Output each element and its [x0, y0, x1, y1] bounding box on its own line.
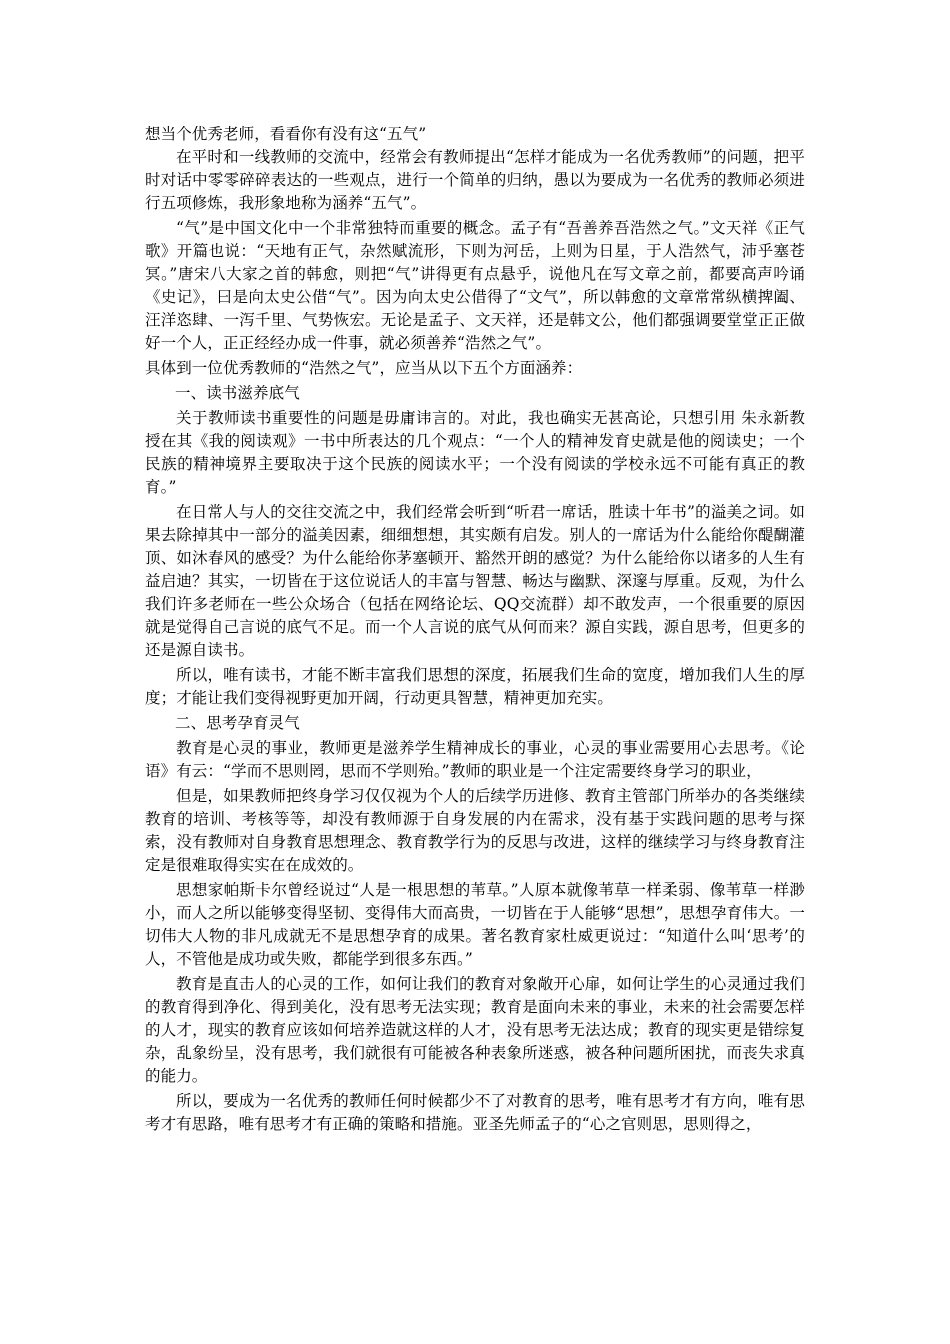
- paragraph: 教育是心灵的事业，教师更是滋养学生精神成长的事业，心灵的事业需要用心去思考。《论语》有云：“学而不思则罔，思而不学则殆。”教师的职业是一个注定需要终身学习的职业，: [145, 739, 805, 780]
- section-heading: 二、思考孕育灵气: [175, 714, 300, 732]
- document-title: 想当个优秀老师，看看你有没有这“五气”: [145, 125, 427, 143]
- document-page: [145, 123, 805, 1138]
- section-heading: 一、读书滋养底气: [175, 384, 300, 402]
- paragraph: 但是，如果教师把终身学习仅仅视为个人的后续学历进修、教育主管部门所举办的各类继续教育的培训、考核等等，却没有教师源于自身发展的内在需求，没有基于实践问题的思考与探索，没有教师对自身教育思想理念、教育教学行为的反思与改进，这样的继续学习与终身教育注定是很难取得实实在在成效的。: [145, 787, 805, 874]
- paragraph: “气”是中国文化中一个非常独特而重要的概念。孟子有“吾善养吾浩然之气。”文天祥《正气歌》开篇也说：“天地有正气，杂然赋流形，下则为河岳，上则为日星，于人浩然气，沛乎塞苍冥。”唐宋八大家之首的韩愈，则把“气”讲得更有点悬乎，说他凡在写文章之前，都要高声吟诵《史记》，曰是向太史公借“气”。因为向太史公借得了“文气”，所以韩愈的文章常常纵横捭阖、汪洋恣肆、一泻千里、气势恢宏。无论是孟子、文天祥，还是韩文公，他们都强调要堂堂正正做好一个人，正正经经办成一件事，就必须善养“浩然之气”。: [145, 219, 805, 352]
- paragraph: 教育是直击人的心灵的工作，如何让我们的教育对象敞开心扉，如何让学生的心灵通过我们的教育得到净化、得到美化，没有思考无法实现；教育是面向未来的事业，未来的社会需要怎样的人才，现实的教育应该如何培养造就这样的人才，没有思考无法达成；教育的现实更是错综复杂，乱象纷呈，没有思考，我们就很有可能被各种表象所迷惑，被各种问题所困扰，而丧失求真的能力。: [145, 975, 805, 1085]
- paragraph: 思想家帕斯卡尔曾经说过“人是一根思想的苇草。”人原本就像苇草一样柔弱、像苇草一样渺小，而人之所以能够变得坚韧、变得伟大而高贵，一切皆在于人能够“思想”，思想孕育伟大。一切伟大人物的非凡成就无不是思想孕育的成果。著名教育家杜威更说过：“知道什么叫‘思考’的人，不管他是成功或失败，都能学到很多东西。”: [145, 881, 805, 968]
- paragraph: 所以，唯有读书，才能不断丰富我们思想的深度，拓展我们生命的宽度，增加我们人生的厚度；才能让我们变得视野更加开阔，行动更具智慧，精神更加充实。: [145, 666, 805, 707]
- paragraph: 在日常人与人的交往交流之中，我们经常会听到“听君一席话，胜读十年书”的溢美之词。如果去除掉其中一部分的溢美因素，细细想想，其实颇有启发。别人的一席话为什么能给你醍醐灌顶、如沐春风的感受？为什么能给你茅塞顿开、豁然开朗的感觉？为什么能给你以诸多的人生有益启迪？其实，一切皆在于这位说话人的丰富与智慧、畅达与幽默、深邃与厚重。反观，为什么我们许多老师在一些公众场合（包括在网络论坛、QQ交流群）却不敢发声，一个很重要的原因就是觉得自己言说的底气不足。而一个人言说的底气从何而来？源自实践，源自思考，但更多的还是源自读书。: [145, 503, 805, 659]
- paragraph: 具体到一位优秀教师的“浩然之气”，应当从以下五个方面涵养：: [145, 359, 583, 377]
- paragraph: 所以，要成为一名优秀的教师任何时候都少不了对教育的思考，唯有思考才有方向，唯有思考才有思路，唯有思考才有正确的策略和措施。亚圣先师孟子的“心之官则思，思则得之，: [145, 1092, 805, 1133]
- paragraph: 关于教师读书重要性的问题是毋庸讳言的。对此，我也确实无甚高论，只想引用 朱永新教授在其《我的阅读观》一书中所表达的几个观点：“一个人的精神发育史就是他的阅读史；一个民族的精神境界主要取决于这个民族的阅读水平；一个没有阅读的学校永远不可能有真正的教育。”: [145, 409, 805, 496]
- paragraph: 在平时和一线教师的交流中，经常会有教师提出“怎样才能成为一名优秀教师”的问题，把平时对话中零零碎碎表达的一些观点，进行一个简单的归纳，愚以为要成为一名优秀的教师必须进行五项修炼，我形象地称为涵养“五气”。: [145, 148, 805, 212]
